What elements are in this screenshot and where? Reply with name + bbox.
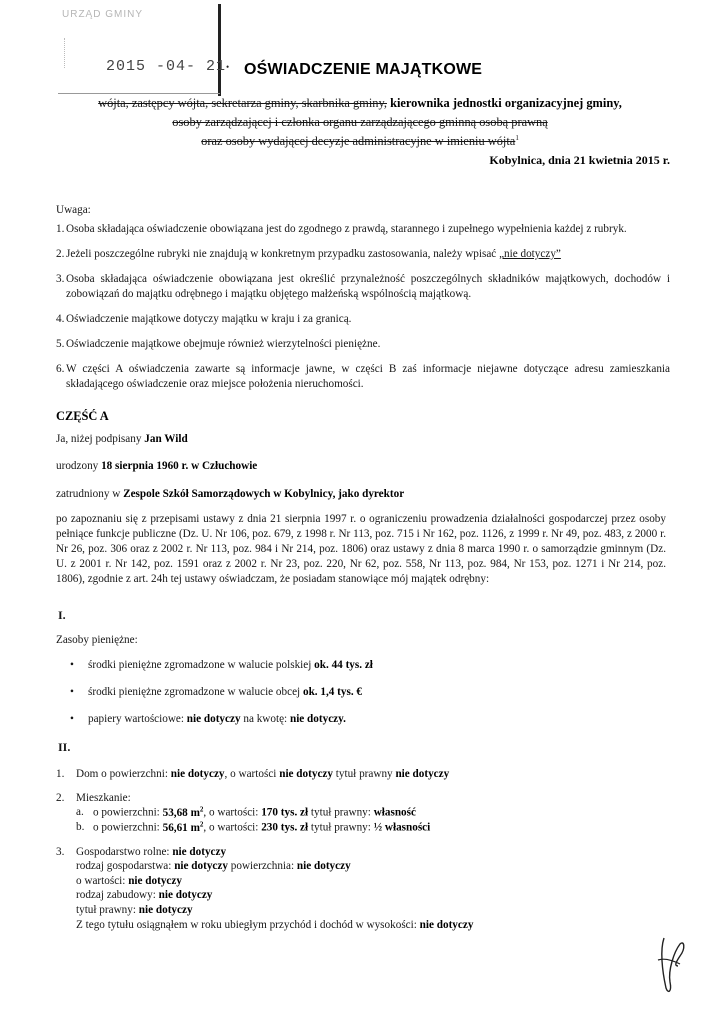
- bullet-dot: •: [70, 659, 74, 671]
- note-text: Osoba składająca oświadczenie obowiązana jest do zgodnego z prawdą, starannego i zupełnego wypełnienia każdej z rubryk.: [66, 223, 627, 235]
- farm-buildings-label: rodzaj zabudowy:: [76, 889, 159, 902]
- note-number: 6.: [56, 363, 65, 376]
- birth-prefix: urodzony: [56, 460, 102, 472]
- farm-line-1: [76, 845, 666, 860]
- cash-resource-item: [70, 685, 660, 700]
- section-1-heading: I.: [58, 608, 66, 622]
- property-list: [56, 767, 666, 941]
- sub-letter: b.: [76, 821, 85, 834]
- apartment-b-p2: , o wartości:: [203, 822, 262, 835]
- apartment-b-value: 230 tys. zł: [261, 822, 309, 835]
- item-number: 3.: [56, 845, 65, 858]
- part-a-heading: CZĘŚĆ A: [56, 409, 109, 423]
- item-number: 1.: [56, 768, 65, 780]
- house-title: nie dotyczy: [395, 768, 450, 780]
- note-number: 4.: [56, 313, 65, 326]
- farm-income-value: nie dotyczy: [419, 918, 474, 931]
- cash-resources-label: Zasoby pieniężne:: [56, 634, 138, 646]
- stamp-tick-mark: •: [226, 62, 230, 72]
- declarant-name: Jan Wild: [144, 433, 188, 445]
- apartment-a-value: 170 tys. zł: [261, 806, 309, 819]
- apartment-label: Mieszkanie:: [76, 791, 131, 804]
- declarant-name-prefix: Ja, niżej podpisany: [56, 433, 145, 445]
- note-item: [56, 337, 670, 352]
- cash-resource-text: środki pieniężne zgromadzone w walucie obcej: [88, 686, 303, 699]
- apartment-a-title: własność: [373, 806, 416, 819]
- note-number: 1.: [56, 223, 65, 235]
- handwritten-initials: [650, 930, 698, 1000]
- employment-value: Zespole Szkół Samorządowych w Kobylnicy, jako dyrektor: [123, 488, 405, 500]
- birth-line: [56, 459, 666, 474]
- farm-line-6: [76, 918, 666, 933]
- apartment-b-title: ½ własności: [373, 822, 431, 835]
- note-item: [56, 272, 670, 301]
- note-text: W części A oświadczenia zawarte są informacje jawne, w części B zaś informacje niejawne dotyczące adresu zamieszkania składającego oświadczenie oraz miejsce położenia nieruchomości.: [66, 363, 670, 390]
- sub-letter: a.: [76, 806, 84, 819]
- cash-resource-text: papiery wartościowe:: [88, 713, 187, 726]
- farm-line-2: [76, 859, 666, 874]
- apartment-b-area: [163, 822, 204, 834]
- stamp-faint-mark: [64, 38, 95, 68]
- property-item-apartment: [56, 791, 666, 836]
- house-label-3: tytuł prawny: [332, 768, 396, 780]
- apartment-b: [76, 820, 666, 835]
- header-struck-positions: wójta, zastępcy wójta, sekretarza gminy, skarbnika gminy,: [98, 96, 387, 110]
- apartment-a-p3: tytuł prawny:: [308, 806, 374, 819]
- cash-resource-value-2: nie dotyczy.: [289, 713, 346, 726]
- property-item-house: [56, 767, 666, 782]
- farm-worth-value: nie dotyczy: [128, 874, 182, 887]
- bullet-dot: •: [70, 686, 74, 699]
- farm-title-value: nie dotyczy: [138, 903, 193, 916]
- note-item: [56, 247, 670, 262]
- farm-type-label: rodzaj gospodarstwa:: [76, 860, 175, 873]
- farm-buildings-value: nie dotyczy: [158, 889, 213, 902]
- apartment-b-p3: tytuł prawny:: [308, 822, 374, 835]
- item-number: 2.: [56, 791, 65, 804]
- farm-income-label: Z tego tytułu osiągnąłem w roku ubiegłym przychód i dochód w wysokości:: [76, 918, 420, 931]
- apartment-b-area-text: 56,61 m: [162, 822, 200, 835]
- stamp-border: [218, 4, 221, 96]
- house-area: nie dotyczy: [170, 768, 225, 780]
- note-number: 2.: [56, 248, 65, 261]
- apartment-a-p1: o powierzchni:: [93, 806, 163, 819]
- header-line-2: osoby zarządzającej i członka organu zarządzającego gminną osobą prawną: [172, 115, 548, 129]
- house-value: nie dotyczy: [279, 768, 333, 780]
- farm-worth-label: o wartości:: [76, 874, 129, 887]
- notes-list: [56, 222, 670, 402]
- farm-value: nie dotyczy: [172, 845, 227, 858]
- farm-line-4: [76, 888, 666, 903]
- cash-resource-value: ok. 44 tys. zł: [314, 659, 373, 671]
- cash-resource-value: ok. 1,4 tys. €: [302, 686, 363, 699]
- note-text: Oświadczenie majątkowe obejmuje również wierzytelności pieniężne.: [66, 338, 381, 351]
- note-number: 5.: [56, 338, 65, 351]
- place-and-date: Kobylnica, dnia 21 kwietnia 2015 r.: [489, 153, 670, 167]
- house-label: Dom o powierzchni:: [76, 768, 171, 780]
- legal-basis-paragraph: po zapoznaniu się z przepisami ustawy z dnia 21 sierpnia 1997 r. o ograniczeniu prowadzenia działalności gospodarczej przez osoby pełniące funkcje publiczne (Dz. U. Nr 106, poz. 679, z 1998 r. Nr 113, poz. 715 i Nr 162, poz. 1126, z 1999 r. Nr 49, poz. 483, z 2000 r. Nr 26, poz. 306 oraz z 2002 r. Nr 113, poz. 984 i Nr 214, poz. 1806) oraz ustawy z dnia 8 marca 1990 r. o samorządzie gminnym (Dz. U. z 2001 r. Nr 142, poz. 1591 oraz z 2002 r. Nr 23, poz. 220, Nr 62, poz. 558, Nr 113, poz. 984, Nr 153, poz. 1271 i Nr 214, poz. 1806), zgodnie z art. 24h tej ustawy oświadczam, że posiadam stanowiące mój majątek odrębny:: [56, 513, 666, 585]
- farm-label: Gospodarstwo rolne:: [76, 845, 173, 858]
- apartment-a-area: [163, 807, 204, 819]
- unit-superscript: 2: [199, 805, 204, 814]
- farm-line-5: [76, 903, 666, 918]
- apartment-a: [76, 805, 666, 820]
- farm-area-label: powierzchnia:: [227, 860, 297, 873]
- unit-superscript: 2: [199, 820, 204, 829]
- note-item: [56, 222, 670, 237]
- cash-resource-item: [70, 712, 660, 727]
- farm-area-value: nie dotyczy: [296, 860, 351, 873]
- stamp-faint-text: URZĄD GMINY: [62, 9, 143, 20]
- header-line-1: [60, 95, 660, 111]
- document-title: OŚWIADCZENIE MAJĄTKOWE: [244, 61, 483, 78]
- apartment-a-area-text: 53,68 m: [162, 806, 200, 819]
- employment-prefix: zatrudniony w: [56, 488, 124, 500]
- house-label-2: , o wartości: [224, 768, 280, 780]
- cash-resource-text: środki pieniężne zgromadzone w walucie polskiej: [88, 659, 315, 671]
- note-number: 3.: [56, 273, 65, 286]
- birth-date-place: 18 sierpnia 1960 r. w Człuchowie: [101, 460, 258, 472]
- note-text: Jeżeli poszczególne rubryki nie znajdują w konkretnym przypadku zastosowania, należy wpisać: [66, 248, 500, 261]
- property-item-farm: [56, 845, 666, 932]
- apartment-b-p1: o powierzchni:: [93, 822, 163, 835]
- declarant-name-line: [56, 432, 666, 447]
- employment-line: [56, 487, 666, 502]
- section-2-heading: II.: [58, 740, 71, 754]
- farm-type-value: nie dotyczy: [174, 860, 228, 873]
- bullet-dot: •: [70, 713, 74, 726]
- cash-resource-text-2: na kwotę:: [240, 713, 290, 726]
- cash-resource-item: [70, 658, 660, 673]
- note-item: [56, 312, 670, 327]
- note-text: Oświadczenie majątkowe dotyczy majątku w kraju i za granicą.: [66, 313, 352, 326]
- cash-resources-list: [70, 658, 660, 739]
- apartment-a-p2: , o wartości:: [203, 806, 262, 819]
- farm-line-3: [76, 874, 666, 889]
- cash-resource-value: nie dotyczy: [186, 713, 241, 726]
- note-not-applicable-phrase: „nie dotyczy”: [499, 248, 561, 261]
- stamp-date: 2015 -04- 21: [106, 58, 227, 75]
- note-item: [56, 362, 670, 391]
- stamp-underline: [58, 93, 220, 94]
- header-line-3: [60, 133, 660, 149]
- farm-title-label: tytuł prawny:: [76, 903, 139, 916]
- note-text: Osoba składająca oświadczenie obowiązana jest określić przynależność poszczególnych składników majątkowych, dochodów i zobowiązań do majątku odrębnego i majątku objętego małżeńską wspólnością majątkową.: [66, 273, 670, 300]
- header-struck-line-3: oraz osoby wydającej decyzje administracyjne w imieniu wójta: [201, 134, 516, 148]
- notes-heading: Uwaga:: [56, 204, 91, 216]
- header-selected-position: kierownika jednostki organizacyjnej gminy,: [390, 96, 622, 110]
- header-footnote-marker: 1: [515, 133, 519, 142]
